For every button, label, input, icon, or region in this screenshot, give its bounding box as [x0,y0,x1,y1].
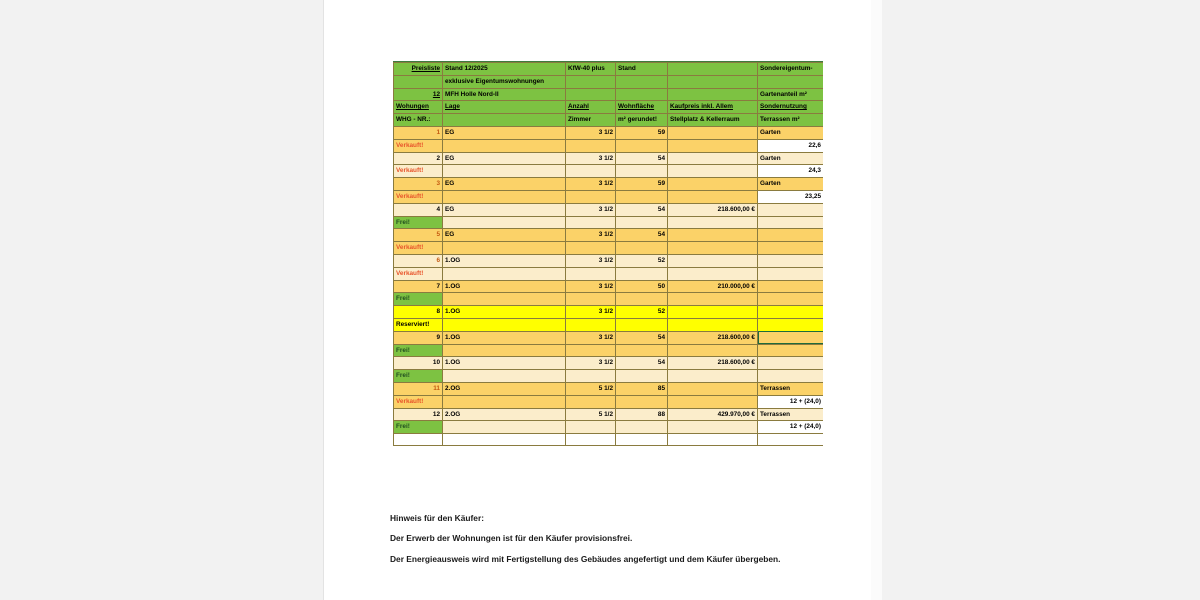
cell-sondernutzung-1[interactable]: Garten [758,126,824,139]
cell-status-pad2-3[interactable] [566,190,616,203]
table-row-status [394,318,824,331]
cell-extra-10[interactable] [758,370,824,383]
cell-status-pad2-12[interactable] [566,421,616,434]
cell-status-pad1-4[interactable] [443,216,566,229]
header-sondereigentum[interactable]: Sondereigentum- [758,63,824,76]
cell-status-4[interactable]: Frei! [394,216,443,229]
cell-trailing-0[interactable] [394,434,443,446]
cell-zimmer-10[interactable]: 3 1/2 [566,357,616,370]
cell-whg-nr-3[interactable]: 3 [394,178,443,191]
table-row [394,229,824,242]
header-preisliste[interactable]: Preisliste [394,63,443,76]
cell-wohnflaeche-1[interactable]: 59 [616,126,668,139]
cell-extra-3[interactable]: 23,25 [758,190,824,203]
cell-status-pad1-6[interactable] [443,267,566,280]
header-blank-6[interactable] [758,75,824,88]
cell-lage-4[interactable]: EG [443,203,566,216]
cell-extra-9[interactable] [758,344,824,357]
cell-whg-nr-11[interactable]: 11 [394,382,443,395]
cell-status-pad3-10[interactable] [616,370,668,383]
column-header-2[interactable]: Anzahl [566,101,616,114]
cell-sondernutzung-10[interactable] [758,357,824,370]
cell-status-pad3-9[interactable] [616,344,668,357]
cell-wohnflaeche-4[interactable]: 54 [616,203,668,216]
cell-trailing-3[interactable] [616,434,668,446]
cell-status-5[interactable]: Verkauft! [394,242,443,255]
cell-status-pad2-7[interactable] [566,293,616,306]
cell-status-pad4-8[interactable] [668,318,758,331]
cell-extra-7[interactable] [758,293,824,306]
cell-status-pad4-12[interactable] [668,421,758,434]
cell-status-pad2-4[interactable] [566,216,616,229]
cell-wohnflaeche-5[interactable]: 54 [616,229,668,242]
column-header-5[interactable]: Sondernutzung [758,101,824,114]
cell-kaufpreis-7[interactable]: 210.000,00 € [668,280,758,293]
cell-sondernutzung-7[interactable] [758,280,824,293]
cell-zimmer-3[interactable]: 3 1/2 [566,178,616,191]
column-header-1[interactable]: Lage [443,101,566,114]
cell-status-pad1-7[interactable] [443,293,566,306]
cell-status-3[interactable]: Verkauft! [394,190,443,203]
cell-status-pad2-11[interactable] [566,395,616,408]
cell-whg-nr-2[interactable]: 2 [394,152,443,165]
cell-status-7[interactable]: Frei! [394,293,443,306]
cell-status-pad3-4[interactable] [616,216,668,229]
header-kfw[interactable]: KfW-40 plus [566,63,616,76]
table-row [394,152,824,165]
cell-trailing-2[interactable] [566,434,616,446]
cell-extra-1[interactable]: 22,6 [758,139,824,152]
cell-status-pad2-1[interactable] [566,139,616,152]
header-exklusive[interactable]: exklusive Eigentumswohnungen [443,75,566,88]
cell-sondernutzung-11[interactable]: Terrassen [758,382,824,395]
cell-wohnflaeche-2[interactable]: 54 [616,152,668,165]
cell-lage-5[interactable]: EG [443,229,566,242]
table-row-status [394,421,824,434]
cell-status-pad1-11[interactable] [443,395,566,408]
header-blank-3[interactable] [566,75,616,88]
cell-status-2[interactable]: Verkauft! [394,165,443,178]
table-row-status [394,370,824,383]
cell-status-pad4-1[interactable] [668,139,758,152]
cell-status-pad4-9[interactable] [668,344,758,357]
cell-wohnflaeche-6[interactable]: 52 [616,254,668,267]
cell-status-pad4-6[interactable] [668,267,758,280]
cell-status-pad1-12[interactable] [443,421,566,434]
cell-zimmer-12[interactable]: 5 1/2 [566,408,616,421]
cell-status-11[interactable]: Verkauft! [394,395,443,408]
cell-wohnflaeche-7[interactable]: 50 [616,280,668,293]
table-column-header-row [394,101,824,114]
column-subheader-0[interactable]: WHG - NR.: [394,114,443,127]
vertical-scrollbar-track[interactable] [871,0,882,600]
header-blank-7[interactable] [566,88,616,101]
cell-zimmer-6[interactable]: 3 1/2 [566,254,616,267]
cell-status-pad4-11[interactable] [668,395,758,408]
cell-status-pad3-11[interactable] [616,395,668,408]
cell-lage-9[interactable]: 1.OG [443,331,566,344]
cell-whg-nr-9[interactable]: 9 [394,331,443,344]
note-line-2: Der Energieausweis wird mit Fertigstellung des Gebäudes angefertigt und dem Käufer übergeben. [390,554,781,564]
header-blank-1[interactable] [668,63,758,76]
cell-whg-nr-10[interactable]: 10 [394,357,443,370]
cell-zimmer-2[interactable]: 3 1/2 [566,152,616,165]
document-page [323,0,876,600]
cell-status-pad2-9[interactable] [566,344,616,357]
cell-status-12[interactable]: Frei! [394,421,443,434]
cell-extra-5[interactable] [758,242,824,255]
table-row-status [394,344,824,357]
column-subheader-2[interactable]: Zimmer [566,114,616,127]
table-header-row-1 [394,63,824,76]
column-subheader-4[interactable]: Stellplatz & Kellerraum [668,114,758,127]
column-subheader-3[interactable]: m² gerundet! [616,114,668,127]
cell-status-10[interactable]: Frei! [394,370,443,383]
cell-status-pad3-1[interactable] [616,139,668,152]
cell-status-pad3-2[interactable] [616,165,668,178]
cell-extra-2[interactable]: 24,3 [758,165,824,178]
header-stand-2[interactable]: Stand [616,63,668,76]
column-subheader-1[interactable] [443,114,566,127]
cell-sondernutzung-4[interactable] [758,203,824,216]
cell-status-pad4-2[interactable] [668,165,758,178]
header-blank-4[interactable] [616,75,668,88]
table-row-status [394,242,824,255]
cell-sondernutzung-5[interactable] [758,229,824,242]
cell-zimmer-5[interactable]: 3 1/2 [566,229,616,242]
cell-status-6[interactable]: Verkauft! [394,267,443,280]
table-row [394,357,824,370]
table-header-row-3 [394,88,824,101]
cell-wohnflaeche-3[interactable]: 59 [616,178,668,191]
cell-lage-1[interactable]: EG [443,126,566,139]
header-unit-count[interactable]: 12 [394,88,443,101]
cell-kaufpreis-1[interactable] [668,126,758,139]
cell-status-pad1-3[interactable] [443,190,566,203]
cell-extra-11[interactable]: 12 + (24,0) [758,395,824,408]
cell-extra-8[interactable] [758,318,824,331]
cell-zimmer-1[interactable]: 3 1/2 [566,126,616,139]
table-row-status [394,267,824,280]
column-header-3[interactable]: Wohnfläche [616,101,668,114]
cell-sondernutzung-2[interactable]: Garten [758,152,824,165]
cell-wohnflaeche-12[interactable]: 88 [616,408,668,421]
cell-sondernutzung-6[interactable] [758,254,824,267]
cell-status-pad4-7[interactable] [668,293,758,306]
header-blank-8[interactable] [616,88,668,101]
cell-status-pad4-5[interactable] [668,242,758,255]
cell-whg-nr-7[interactable]: 7 [394,280,443,293]
cell-wohnflaeche-9[interactable]: 54 [616,331,668,344]
header-blank-9[interactable] [668,88,758,101]
cell-sondernutzung-12[interactable]: Terrassen [758,408,824,421]
cell-trailing-4[interactable] [668,434,758,446]
note-line-1: Der Erwerb der Wohnungen ist für den Käufer provisionsfrei. [390,533,633,543]
cell-status-pad2-2[interactable] [566,165,616,178]
table-row-status [394,190,824,203]
price-list-table-image [393,61,823,446]
cell-zimmer-7[interactable]: 3 1/2 [566,280,616,293]
cell-zimmer-8[interactable]: 3 1/2 [566,306,616,319]
cell-status-pad4-3[interactable] [668,190,758,203]
cell-status-1[interactable]: Verkauft! [394,139,443,152]
cell-status-pad3-8[interactable] [616,318,668,331]
cell-lage-11[interactable]: 2.OG [443,382,566,395]
table-row [394,408,824,421]
cell-status-pad3-3[interactable] [616,190,668,203]
note-heading: Hinweis für den Käufer: [390,513,484,523]
cell-kaufpreis-10[interactable]: 218.600,00 € [668,357,758,370]
cell-sondernutzung-9[interactable] [758,331,824,344]
cell-kaufpreis-5[interactable] [668,229,758,242]
cell-whg-nr-5[interactable]: 5 [394,229,443,242]
cell-status-pad1-10[interactable] [443,370,566,383]
header-gartenanteil[interactable]: Gartenanteil m² [758,88,824,101]
table-row-status [394,139,824,152]
cell-kaufpreis-11[interactable] [668,382,758,395]
table-trailing-row [394,434,824,446]
table-row-status [394,216,824,229]
table-row-status [394,293,824,306]
column-subheader-5[interactable]: Terrassen m² [758,114,824,127]
cell-status-pad1-5[interactable] [443,242,566,255]
column-header-4[interactable]: Kaufpreis inkl. Allem [668,101,758,114]
cell-sondernutzung-3[interactable]: Garten [758,178,824,191]
cell-whg-nr-6[interactable]: 6 [394,254,443,267]
table-row [394,306,824,319]
cell-lage-12[interactable]: 2.OG [443,408,566,421]
header-stand[interactable]: Stand 12/2025 [443,63,566,76]
cell-sondernutzung-8[interactable] [758,306,824,319]
cell-kaufpreis-6[interactable] [668,254,758,267]
cell-status-pad3-5[interactable] [616,242,668,255]
table-row [394,280,824,293]
cell-trailing-5[interactable] [758,434,824,446]
cell-trailing-1[interactable] [443,434,566,446]
table-row [394,178,824,191]
column-header-0[interactable]: Wohungen [394,101,443,114]
cell-whg-nr-1[interactable]: 1 [394,126,443,139]
cell-kaufpreis-4[interactable]: 218.600,00 € [668,203,758,216]
header-project-name[interactable]: MFH Holle Nord-II [443,88,566,101]
cell-status-8[interactable]: Reserviert! [394,318,443,331]
cell-status-pad2-5[interactable] [566,242,616,255]
cell-zimmer-11[interactable]: 5 1/2 [566,382,616,395]
header-blank-5[interactable] [668,75,758,88]
cell-lage-7[interactable]: 1.OG [443,280,566,293]
table-column-subheader-row [394,114,824,127]
cell-status-pad3-6[interactable] [616,267,668,280]
cell-status-pad4-10[interactable] [668,370,758,383]
table-row-status [394,395,824,408]
table-row [394,331,824,344]
cell-extra-6[interactable] [758,267,824,280]
cell-kaufpreis-8[interactable] [668,306,758,319]
cell-zimmer-4[interactable]: 3 1/2 [566,203,616,216]
cell-status-pad4-4[interactable] [668,216,758,229]
cell-kaufpreis-3[interactable] [668,178,758,191]
cell-status-9[interactable]: Frei! [394,344,443,357]
table-row [394,126,824,139]
cell-whg-nr-8[interactable]: 8 [394,306,443,319]
table-row [394,203,824,216]
cell-status-pad3-12[interactable] [616,421,668,434]
cell-status-pad2-10[interactable] [566,370,616,383]
cell-lage-3[interactable]: EG [443,178,566,191]
cell-wohnflaeche-8[interactable]: 52 [616,306,668,319]
table-row-status [394,165,824,178]
cell-lage-10[interactable]: 1.OG [443,357,566,370]
cell-status-pad2-8[interactable] [566,318,616,331]
price-list-table [393,62,823,446]
cell-lage-2[interactable]: EG [443,152,566,165]
cell-whg-nr-4[interactable]: 4 [394,203,443,216]
cell-extra-4[interactable] [758,216,824,229]
cell-lage-6[interactable]: 1.OG [443,254,566,267]
cell-wohnflaeche-11[interactable]: 85 [616,382,668,395]
cell-status-pad1-1[interactable] [443,139,566,152]
cell-wohnflaeche-10[interactable]: 54 [616,357,668,370]
cell-status-pad1-2[interactable] [443,165,566,178]
cell-status-pad2-6[interactable] [566,267,616,280]
cell-kaufpreis-12[interactable]: 429.970,00 € [668,408,758,421]
cell-status-pad1-9[interactable] [443,344,566,357]
cell-status-pad3-7[interactable] [616,293,668,306]
table-row [394,382,824,395]
cell-kaufpreis-9[interactable]: 218.600,00 € [668,331,758,344]
cell-whg-nr-12[interactable]: 12 [394,408,443,421]
cell-status-pad1-8[interactable] [443,318,566,331]
table-header-row-2 [394,75,824,88]
cell-extra-12[interactable]: 12 + (24,0) [758,421,824,434]
table-row [394,254,824,267]
cell-lage-8[interactable]: 1.OG [443,306,566,319]
cell-kaufpreis-2[interactable] [668,152,758,165]
header-blank-2[interactable] [394,75,443,88]
cell-zimmer-9[interactable]: 3 1/2 [566,331,616,344]
